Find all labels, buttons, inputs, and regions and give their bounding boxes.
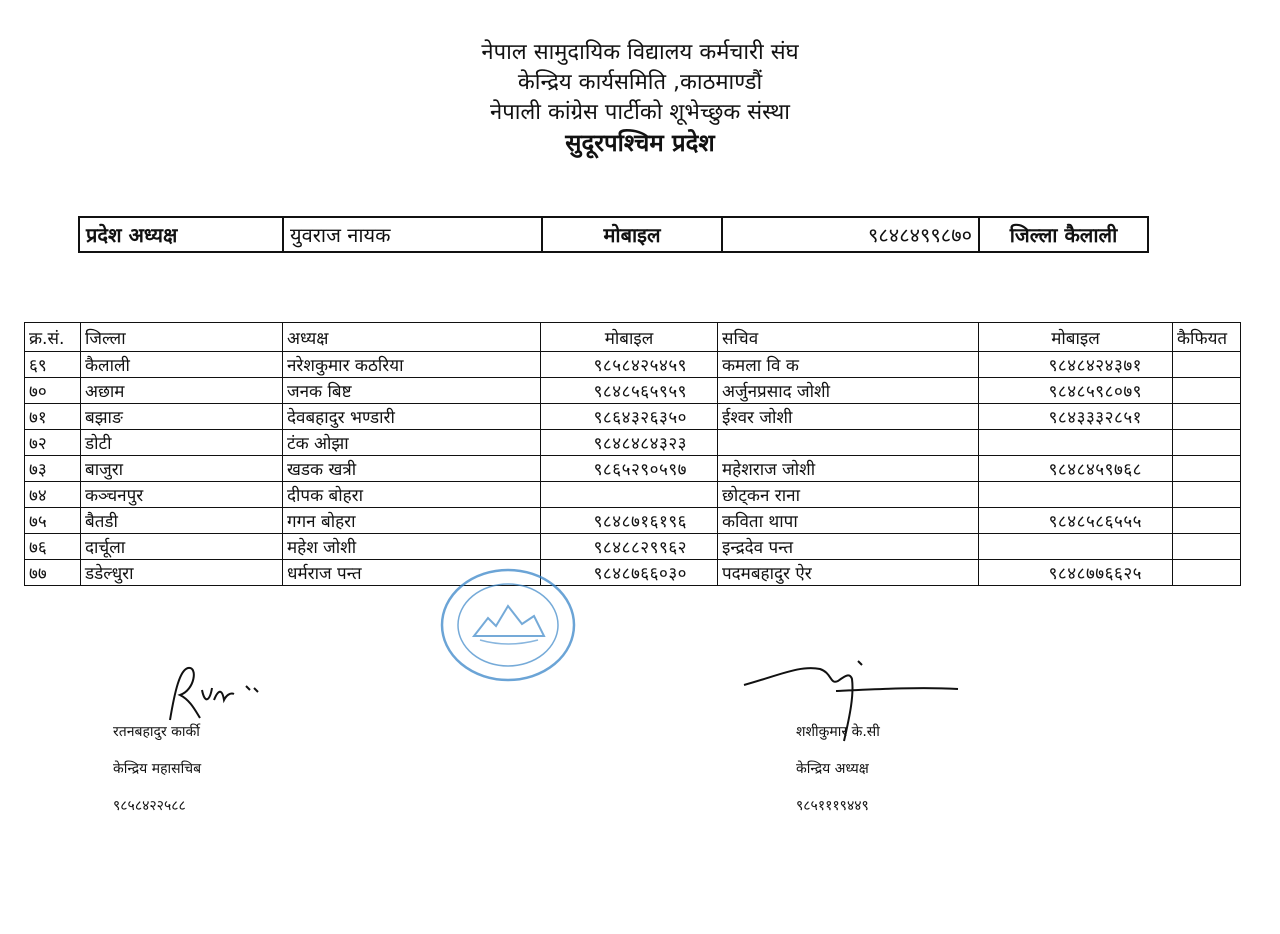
cell-district: कञ्चनपुर [81,482,283,508]
table-row [25,482,1241,508]
cell-president-mobile: ९८४८७१६१९६ [541,508,718,534]
committee-name: केन्द्रिय कार्यसमिति ,काठमाण्डौं [517,70,763,95]
cell-remarks [1173,404,1241,430]
org-name: नेपाल सामुदायिक विद्यालय कर्मचारी संघ [481,40,799,65]
cell-sn: ७० [25,378,81,404]
cell-secretary [718,430,979,456]
cell-secretary-mobile: ९८४८४५९७६८ [979,456,1173,482]
col-header-secretary: सचिव [718,323,979,352]
cell-secretary-mobile: ९८४८४२४३७१ [979,352,1173,378]
cell-remarks [1173,534,1241,560]
cell-remarks [1173,378,1241,404]
cell-sn: ६९ [25,352,81,378]
left-signatory-name: रतनबहादुर कार्की [113,724,200,740]
head-name: युवराज नायक [283,217,542,252]
cell-president: देवबहादुर भण्डारी [283,404,541,430]
cell-district: दार्चूला [81,534,283,560]
cell-district: बझाङ [81,404,283,430]
cell-secretary: कविता थापा [718,508,979,534]
right-signatory [796,722,880,833]
table-row [25,508,1241,534]
cell-secretary: महेशराज जोशी [718,456,979,482]
letterhead [0,38,1280,158]
table-row [25,378,1241,404]
cell-remarks [1173,482,1241,508]
cell-remarks [1173,456,1241,482]
cell-secretary-mobile: ९८४३३३२८५१ [979,404,1173,430]
cell-president-mobile: ९८४८४८४३२३ [541,430,718,456]
left-signature-mark [150,660,270,730]
organization-stamp [438,566,578,684]
col-header-mobile-2: मोबाइल [979,323,1173,352]
cell-secretary-mobile [979,482,1173,508]
table-row [25,404,1241,430]
table-row [25,456,1241,482]
cell-secretary: इन्द्रदेव पन्त [718,534,979,560]
cell-district: बैतडी [81,508,283,534]
cell-secretary: अर्जुनप्रसाद जोशी [718,378,979,404]
affiliation: नेपाली कांग्रेस पार्टीको शूभेच्छुक संस्था [489,100,791,125]
cell-president-mobile: ९८४८८२९९६२ [541,534,718,560]
col-header-president: अध्यक्ष [283,323,541,352]
cell-district: कैलाली [81,352,283,378]
cell-president-mobile: ९८६५२९०५९७ [541,456,718,482]
cell-secretary: छोट्कन राना [718,482,979,508]
province-title: सुदूरपश्चिम प्रदेश [565,129,715,157]
cell-secretary: कमला वि क [718,352,979,378]
cell-president-mobile: ९८६४३२६३५० [541,404,718,430]
cell-president-mobile [541,482,718,508]
cell-district: अछाम [81,378,283,404]
cell-president: दीपक बोहरा [283,482,541,508]
col-header-district: जिल्ला [81,323,283,352]
mobile-label: मोबाइल [542,217,722,252]
table-row [25,430,1241,456]
left-signatory-title: केन्द्रिय महासचिब [113,761,202,777]
cell-remarks [1173,352,1241,378]
left-signatory-phone: ९८५८४२२५८८ [113,798,186,814]
right-signatory-phone: ९८५१११९४४९ [796,798,869,814]
cell-remarks [1173,508,1241,534]
cell-secretary: पदमबहादुर ऐर [718,560,979,586]
cell-remarks [1173,560,1241,586]
province-head-table [78,216,1149,253]
cell-secretary: ईश्वर जोशी [718,404,979,430]
table-row [25,534,1241,560]
cell-president-mobile: ९८४८७६६०३० [541,560,718,586]
cell-sn: ७५ [25,508,81,534]
col-header-mobile: मोबाइल [541,323,718,352]
cell-president: गगन बोहरा [283,508,541,534]
cell-sn: ७३ [25,456,81,482]
cell-remarks [1173,430,1241,456]
role-label: प्रदेश अध्यक्ष [79,217,283,252]
left-signatory [113,722,201,833]
right-signatory-title: केन्द्रिय अध्यक्ष [796,761,869,777]
cell-district: डडेल्धुरा [81,560,283,586]
table-row [25,352,1241,378]
cell-president: खडक खत्री [283,456,541,482]
cell-secretary-mobile: ९८४८५८६५५५ [979,508,1173,534]
cell-district: डोटी [81,430,283,456]
cell-sn: ७२ [25,430,81,456]
head-mobile: ९८४८४९९८७० [722,217,979,252]
cell-president: धर्मराज पन्त [283,560,541,586]
cell-sn: ७४ [25,482,81,508]
table-row [25,560,1241,586]
cell-secretary-mobile: ९८४८५९८०७९ [979,378,1173,404]
cell-secretary-mobile: ९८४८७७६६२५ [979,560,1173,586]
cell-president: टंक ओझा [283,430,541,456]
col-header-remarks: कैफियत [1173,323,1241,352]
cell-district: बाजुरा [81,456,283,482]
cell-president-mobile: ९८५८४२५४५९ [541,352,718,378]
cell-sn: ७१ [25,404,81,430]
district-committee-table [24,322,1241,586]
cell-president: जनक बिष्ट [283,378,541,404]
cell-president: नरेशकुमार कठरिया [283,352,541,378]
cell-president: महेश जोशी [283,534,541,560]
cell-secretary-mobile [979,534,1173,560]
table-header-row [25,323,1241,352]
cell-sn: ७७ [25,560,81,586]
cell-secretary-mobile [979,430,1173,456]
cell-president-mobile: ९८४८५६५९५९ [541,378,718,404]
col-header-sn: क्र.सं. [25,323,81,352]
district-label: जिल्ला कैलाली [979,217,1148,252]
right-signatory-name: शशीकुमार के.सी [796,724,880,740]
cell-sn: ७६ [25,534,81,560]
